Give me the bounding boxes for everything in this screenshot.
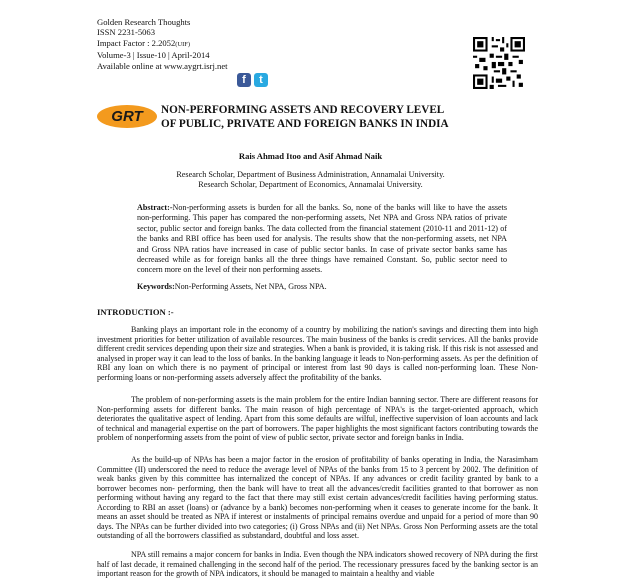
title-line-2: OF PUBLIC, PRIVATE AND FOREIGN BANKS IN INDIA (161, 118, 449, 130)
volume-issue: Volume-3 | Issue-10 | April-2014 (97, 50, 210, 61)
issn: ISSN 2231-5063 (97, 27, 156, 38)
paragraph-1: Banking plays an important role in the economy of a country by mobilizing the nation's savings and directing them into high investment priorities for better utilization of available resources. The main business of the banks is credit services. All the banks provide different credit services depending upon their size and strategies. When a bank is provided, it is taking risk. If this risk is not assessed and analysed in proper way it can lead to the loss of banks. In the banking language it leads to Non-performing assets. As per the definition of RBI any loan on which there is no payment of principal or interest from last 90 days is called non-performing loan. These Non-performing loans or non-performing assets adversely affect the profitability of the banks. (97, 325, 538, 382)
keywords-text: Non-Performing Assets, Net NPA, Gross NPA. (174, 282, 327, 291)
keywords (137, 282, 327, 291)
social-icons (237, 73, 268, 87)
abstract-label: Abstract:- (137, 203, 173, 212)
introduction-heading: INTRODUCTION :- (97, 307, 174, 317)
qr-code-icon (473, 37, 525, 89)
affiliation-1: Research Scholar, Department of Business Administration, Annamalai University. (176, 170, 445, 179)
paragraph-4: NPA still remains a major concern for banks in India. Even though the NPA indicators showed recovery of NPA during the first half of last decade, it remained challenging in the second half of the period. The recessionary pressures faced by the banking sector is an important reason for the growth of NPA indicators, it should be managed to maintain a healthy and viable (97, 550, 538, 578)
journal-name: Golden Research Thoughts (97, 17, 191, 27)
abstract-text: Non-performing assets is burden for all the banks. So, none of the banks will like to have the assets non-performing. This paper has compared the non-performing assets, Net NPA and Gross NPA ratios of private sector, public sector and foreign banks. The data collected from the financial statement (2010-11 and 2011-12) of the banks and RBI office has been used for analysis. The results show that the non-performing assets, net NPA and Gross NPA ratios have increased in case of public sector banks. In case of private sector banks same has decreased while as for foreign banks all the three things have remained Constant. So, public sector need to concern more on the level of their non performing assets. (137, 203, 507, 275)
abstract (137, 203, 507, 276)
paper-title (161, 103, 449, 131)
available-online: Available online at www.aygrt.isrj.net (97, 60, 228, 71)
keywords-label: Keywords: (137, 282, 175, 291)
authors: Rais Ahmad Itoo and Asif Ahmad Naik (238, 151, 383, 161)
paragraph-2: The problem of non-performing assets is the main problem for the entire Indian banning sector. There are different reasons for Non-performing assets for different banks. The main reason of high percentage of NPA's is the target-oriented approach, which deteriorates the qualitative aspect of lending. Apart from this some defaults are wilful, ineffective supervision of loan accounts and lack of technical and managerial expertise on the part of borrowers. The paper highlights the most significant factors contributing towards the problem of nonperforming assets from the point of view of public sector, private sector and foreign banks in India. (97, 395, 538, 442)
affiliation-2: Research Scholar, Department of Economics, Annamalai University. (198, 180, 423, 189)
grt-logo: GRT (97, 105, 157, 128)
impact-factor: Impact Factor : 2.2052(UIF) (97, 37, 191, 48)
facebook-icon[interactable]: f (237, 73, 251, 87)
paragraph-3: As the build-up of NPAs has been a major factor in the erosion of profitability of banks operating in India, the Narasimham Committee (II) underscored the need to reduce the average level of NPAs of the banks from 15 to 3 percent by 2002. The definition of weak banks given by this committee has internalized the concept of NPAs. If any advances or credit facility granted by bank to a borrower becomes non- performing, then the bank will have to treat all the advances/credit facilities granted to that borrower as non performing without having any regard to the fact that there may still exist certain advances/credit facilities having performing status. According to RBI an asset (loans) or (advance by a bank) becomes non-performing when it ceases to generate income for the bank. It means an asset should be treated as NPA if interest or instalments of principal remains overdue and unpaid for a period of more than 90 days. The NPAs can be further divided into two categories; (i) Gross NPAs and (ii) Net NPAs. Gross Non Performing assets are the total outstanding of all the borrowers classified as substandard, doubtful and loss asset. (97, 455, 538, 540)
twitter-icon[interactable]: t (254, 73, 268, 87)
title-line-1: NON-PERFORMING ASSETS AND RECOVERY LEVEL (161, 104, 445, 116)
journal-meta (97, 17, 228, 71)
affiliations (0, 170, 621, 190)
